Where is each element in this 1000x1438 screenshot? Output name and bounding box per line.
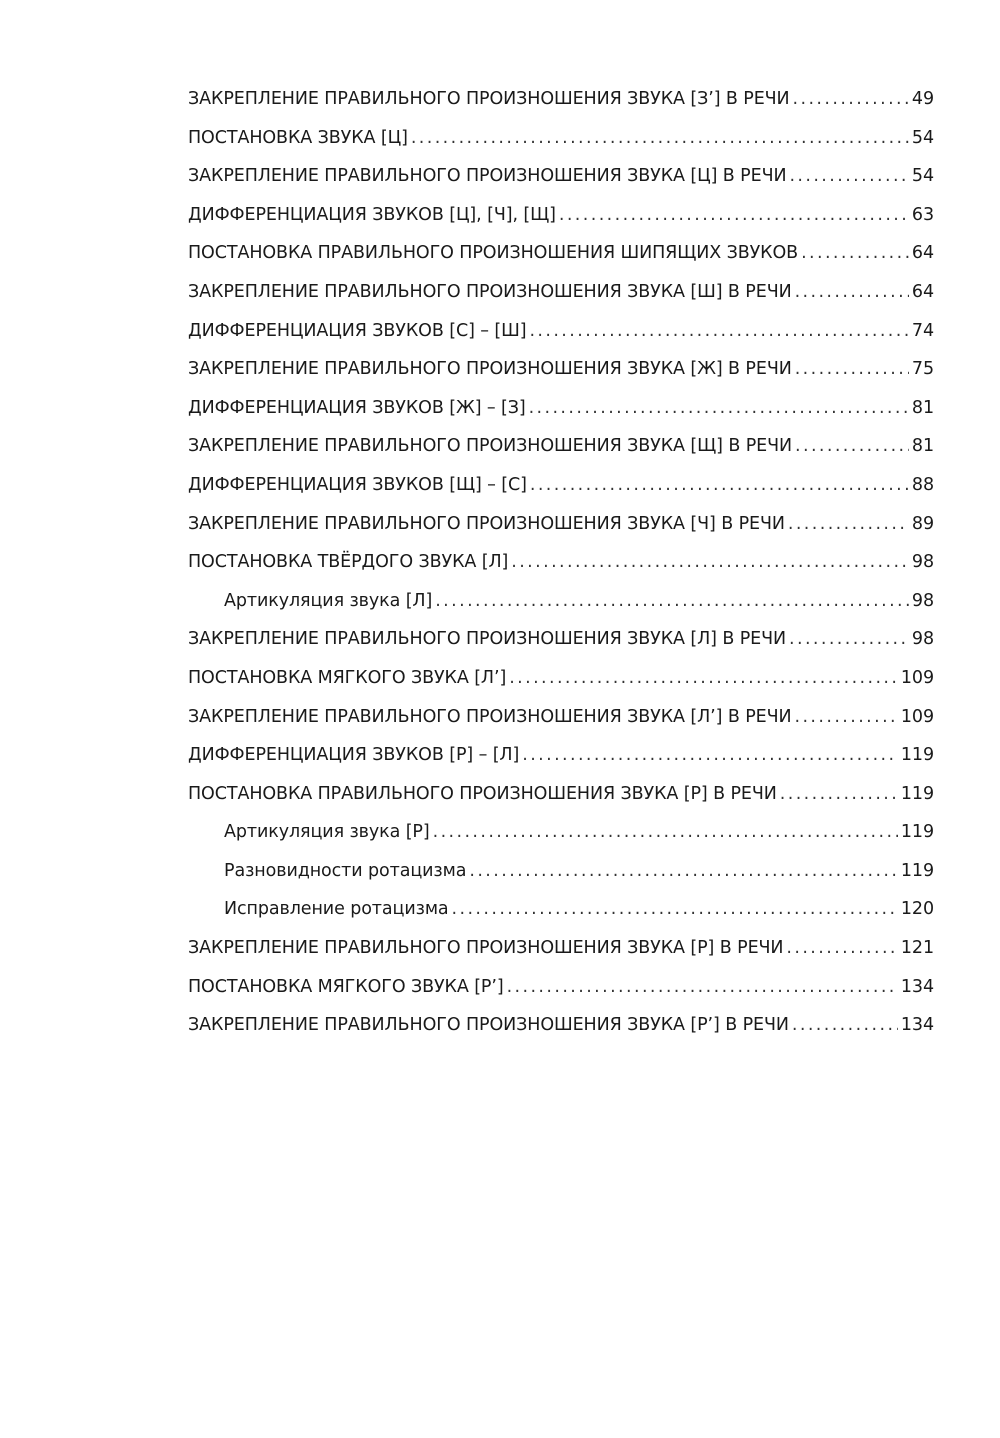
table-of-contents bbox=[188, 80, 934, 1045]
toc-entry-page: 64 bbox=[911, 243, 934, 264]
toc-entry-title: ЗАКРЕПЛЕНИЕ ПРАВИЛЬНОГО ПРОИЗНОШЕНИЯ ЗВУКА [Р’] В РЕЧИ bbox=[188, 1015, 789, 1036]
toc-entry-title: ДИФФЕРЕНЦИАЦИЯ ЗВУКОВ [Р] – [Л] bbox=[188, 745, 520, 766]
toc-leader-dots bbox=[786, 929, 897, 968]
toc-entry-page: 120 bbox=[900, 899, 934, 920]
toc-entry[interactable] bbox=[188, 273, 934, 312]
toc-entry-page: 88 bbox=[911, 474, 934, 495]
toc-entry-title: ПОСТАНОВКА МЯГКОГО ЗВУКА [Л’] bbox=[188, 667, 507, 688]
toc-entry[interactable] bbox=[188, 234, 934, 273]
toc-entry-page: 98 bbox=[911, 552, 934, 573]
toc-entry[interactable] bbox=[188, 698, 934, 737]
toc-entry-title: ЗАКРЕПЛЕНИЕ ПРАВИЛЬНОГО ПРОИЗНОШЕНИЯ ЗВУКА [Л] В РЕЧИ bbox=[188, 629, 787, 650]
toc-leader-dots bbox=[788, 505, 909, 544]
toc-leader-dots bbox=[780, 775, 898, 814]
toc-leader-dots bbox=[795, 698, 898, 737]
toc-leader-dots bbox=[529, 389, 909, 428]
toc-leader-dots bbox=[511, 543, 909, 582]
toc-leader-dots bbox=[509, 659, 898, 698]
toc-leader-dots bbox=[435, 582, 909, 621]
toc-entry[interactable] bbox=[188, 775, 934, 814]
toc-entry-page: 98 bbox=[911, 629, 934, 650]
toc-subentry[interactable] bbox=[188, 852, 934, 891]
toc-entry-title: ПОСТАНОВКА ЗВУКА [Ц] bbox=[188, 127, 408, 148]
toc-entry-title: ПОСТАНОВКА ПРАВИЛЬНОГО ПРОИЗНОШЕНИЯ ЗВУКА [Р] В РЕЧИ bbox=[188, 783, 777, 804]
toc-leader-dots bbox=[795, 427, 909, 466]
toc-entry-title: ЗАКРЕПЛЕНИЕ ПРАВИЛЬНОГО ПРОИЗНОШЕНИЯ ЗВУКА [Ц] В РЕЧИ bbox=[188, 166, 787, 187]
toc-entry-page: 89 bbox=[911, 513, 934, 534]
toc-leader-dots bbox=[795, 273, 909, 312]
toc-entry[interactable] bbox=[188, 929, 934, 968]
toc-entry-page: 98 bbox=[911, 590, 934, 611]
toc-leader-dots bbox=[792, 1006, 898, 1045]
toc-leader-dots bbox=[452, 890, 898, 929]
toc-entry[interactable] bbox=[188, 196, 934, 235]
toc-subentry-title: Артикуляция звука [Р] bbox=[224, 822, 430, 843]
toc-entry-title: ПОСТАНОВКА МЯГКОГО ЗВУКА [Р’] bbox=[188, 976, 504, 997]
toc-entry-title: ДИФФЕРЕНЦИАЦИЯ ЗВУКОВ [Щ] – [С] bbox=[188, 474, 527, 495]
toc-entry-page: 119 bbox=[900, 745, 934, 766]
toc-entry-title: ЗАКРЕПЛЕНИЕ ПРАВИЛЬНОГО ПРОИЗНОШЕНИЯ ЗВУКА [Ш] В РЕЧИ bbox=[188, 281, 792, 302]
toc-entry[interactable] bbox=[188, 543, 934, 582]
toc-leader-dots bbox=[530, 466, 909, 505]
toc-entry-title: ЗАКРЕПЛЕНИЕ ПРАВИЛЬНОГО ПРОИЗНОШЕНИЯ ЗВУКА [Р] В РЕЧИ bbox=[188, 938, 784, 959]
toc-leader-dots bbox=[559, 196, 909, 235]
toc-entry[interactable] bbox=[188, 736, 934, 775]
toc-leader-dots bbox=[801, 234, 909, 273]
toc-entry[interactable] bbox=[188, 80, 934, 119]
toc-subentry[interactable] bbox=[188, 890, 934, 929]
toc-leader-dots bbox=[411, 119, 909, 158]
toc-entry-title: ДИФФЕРЕНЦИАЦИЯ ЗВУКОВ [Ц], [Ч], [Щ] bbox=[188, 204, 556, 225]
toc-leader-dots bbox=[507, 968, 898, 1007]
toc-entry-page: 54 bbox=[911, 166, 934, 187]
toc-leader-dots bbox=[529, 312, 908, 351]
toc-subentry[interactable] bbox=[188, 813, 934, 852]
toc-entry[interactable] bbox=[188, 312, 934, 351]
toc-entry-title: ЗАКРЕПЛЕНИЕ ПРАВИЛЬНОГО ПРОИЗНОШЕНИЯ ЗВУКА [Щ] В РЕЧИ bbox=[188, 436, 793, 457]
toc-entry[interactable] bbox=[188, 157, 934, 196]
toc-subentry-title: Исправление ротацизма bbox=[224, 899, 449, 920]
toc-subentry[interactable] bbox=[188, 582, 934, 621]
toc-subentry-title: Артикуляция звука [Л] bbox=[224, 590, 433, 611]
toc-entry-page: 109 bbox=[900, 667, 934, 688]
toc-entry-page: 109 bbox=[900, 706, 934, 727]
toc-entry-page: 64 bbox=[911, 281, 934, 302]
toc-entry-title: ЗАКРЕПЛЕНИЕ ПРАВИЛЬНОГО ПРОИЗНОШЕНИЯ ЗВУКА [З’] В РЕЧИ bbox=[188, 89, 790, 109]
toc-entry[interactable] bbox=[188, 350, 934, 389]
toc-entry[interactable] bbox=[188, 659, 934, 698]
toc-subentry-title: Разновидности ротацизма bbox=[224, 860, 467, 881]
toc-leader-dots bbox=[522, 736, 898, 775]
toc-entry-page: 119 bbox=[900, 860, 934, 881]
toc-entry-title: ДИФФЕРЕНЦИАЦИЯ ЗВУКОВ [С] – [Ш] bbox=[188, 320, 527, 341]
toc-entry[interactable] bbox=[188, 119, 934, 158]
toc-entry-title: ДИФФЕРЕНЦИАЦИЯ ЗВУКОВ [Ж] – [З] bbox=[188, 397, 526, 418]
toc-entry[interactable] bbox=[188, 1006, 934, 1045]
toc-entry-page: 75 bbox=[911, 359, 934, 380]
toc-entry-title: ЗАКРЕПЛЕНИЕ ПРАВИЛЬНОГО ПРОИЗНОШЕНИЯ ЗВУКА [Ж] В РЕЧИ bbox=[188, 359, 792, 380]
toc-leader-dots bbox=[793, 80, 909, 119]
toc-leader-dots bbox=[795, 350, 909, 389]
toc-entry[interactable] bbox=[188, 505, 934, 544]
toc-entry-page: 119 bbox=[900, 822, 934, 843]
toc-leader-dots bbox=[789, 620, 909, 659]
toc-entry-page: 134 bbox=[900, 976, 934, 997]
toc-entry-title: ПОСТАНОВКА ПРАВИЛЬНОГО ПРОИЗНОШЕНИЯ ШИПЯЩИХ ЗВУКОВ bbox=[188, 243, 799, 264]
toc-leader-dots bbox=[433, 813, 898, 852]
toc-entry-page: 134 bbox=[900, 1015, 934, 1036]
toc-entry[interactable] bbox=[188, 466, 934, 505]
toc-entry[interactable] bbox=[188, 389, 934, 428]
toc-entry-page: 74 bbox=[911, 320, 934, 341]
toc-entry-page: 81 bbox=[911, 397, 934, 418]
toc-leader-dots bbox=[469, 852, 898, 891]
toc-entry-page: 49 bbox=[911, 89, 934, 109]
toc-entry-page: 121 bbox=[900, 938, 934, 959]
toc-entry-page: 63 bbox=[911, 204, 934, 225]
toc-entry-title: ПОСТАНОВКА ТВЁРДОГО ЗВУКА [Л] bbox=[188, 552, 509, 573]
toc-entry-page: 119 bbox=[900, 783, 934, 804]
toc-entry-page: 81 bbox=[911, 436, 934, 457]
toc-leader-dots bbox=[789, 157, 908, 196]
toc-entry-page: 54 bbox=[911, 127, 934, 148]
toc-entry[interactable] bbox=[188, 968, 934, 1007]
toc-entry-title: ЗАКРЕПЛЕНИЕ ПРАВИЛЬНОГО ПРОИЗНОШЕНИЯ ЗВУКА [Ч] В РЕЧИ bbox=[188, 513, 785, 534]
toc-entry[interactable] bbox=[188, 620, 934, 659]
toc-entry-title: ЗАКРЕПЛЕНИЕ ПРАВИЛЬНОГО ПРОИЗНОШЕНИЯ ЗВУКА [Л’] В РЕЧИ bbox=[188, 706, 792, 727]
toc-entry[interactable] bbox=[188, 427, 934, 466]
